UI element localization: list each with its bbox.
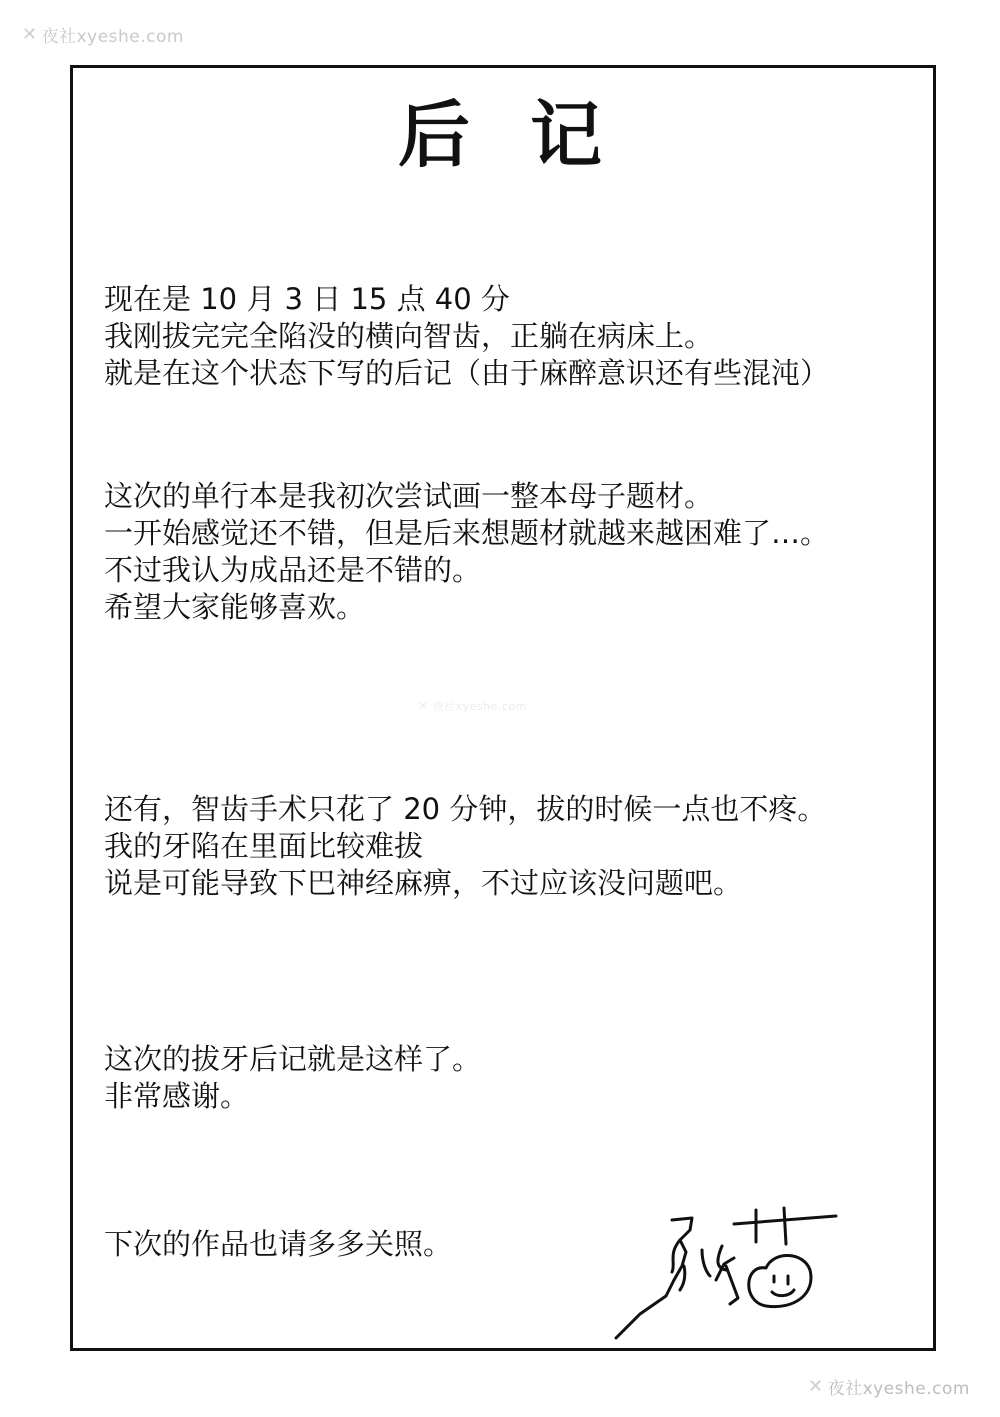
watermark-text: 夜社xyeshe.com (432, 700, 527, 713)
x-logo-icon: ✕ (808, 1376, 824, 1397)
text-line: 这次的拔牙后记就是这样了。 (104, 1042, 482, 1076)
text-line: 说是可能导致下巴神经麻痹，不过应该没问题吧。 (104, 866, 743, 900)
paragraph-4 (104, 1041, 481, 1115)
text-line: 我刚拔完完全陷没的横向智齿，正躺在病床上。 (104, 319, 714, 353)
text-line: 还有，智齿手术只花了 20 分钟，拔的时候一点也不疼。 (104, 792, 827, 826)
text-line: 就是在这个状态下写的后记（由于麻醉意识还有些混沌） (104, 356, 830, 390)
paragraph-2 (104, 478, 829, 626)
text-line: 一开始感觉还不错，但是后来想题材就越来越困难了…。 (104, 516, 830, 550)
watermark-top (22, 22, 184, 47)
text-line: 不过我认为成品还是不错的。 (104, 553, 482, 587)
watermark-text: 夜社xyeshe.com (41, 27, 184, 47)
text-line: 希望大家能够喜欢。 (104, 590, 366, 624)
text-line: 下次的作品也请多多关照。 (104, 1227, 453, 1261)
text-line: 这次的单行本是我初次尝试画一整本母子题材。 (104, 479, 714, 513)
x-logo-icon: ✕ (22, 24, 38, 45)
text-line: 我的牙陷在里面比较难拔 (104, 829, 424, 863)
x-logo-icon: ✕ (418, 699, 429, 713)
page-title: 后记 (397, 93, 662, 177)
watermark-text: 夜社xyeshe.com (827, 1379, 970, 1399)
watermark-bottom (808, 1374, 970, 1399)
paragraph-3 (104, 791, 826, 902)
page-border (70, 65, 936, 1351)
text-line: 非常感谢。 (104, 1079, 250, 1113)
paragraph-1 (104, 281, 829, 392)
text-line: 现在是 10 月 3 日 15 点 40 分 (104, 282, 510, 316)
signature (606, 1206, 846, 1348)
paragraph-5 (104, 1226, 452, 1263)
